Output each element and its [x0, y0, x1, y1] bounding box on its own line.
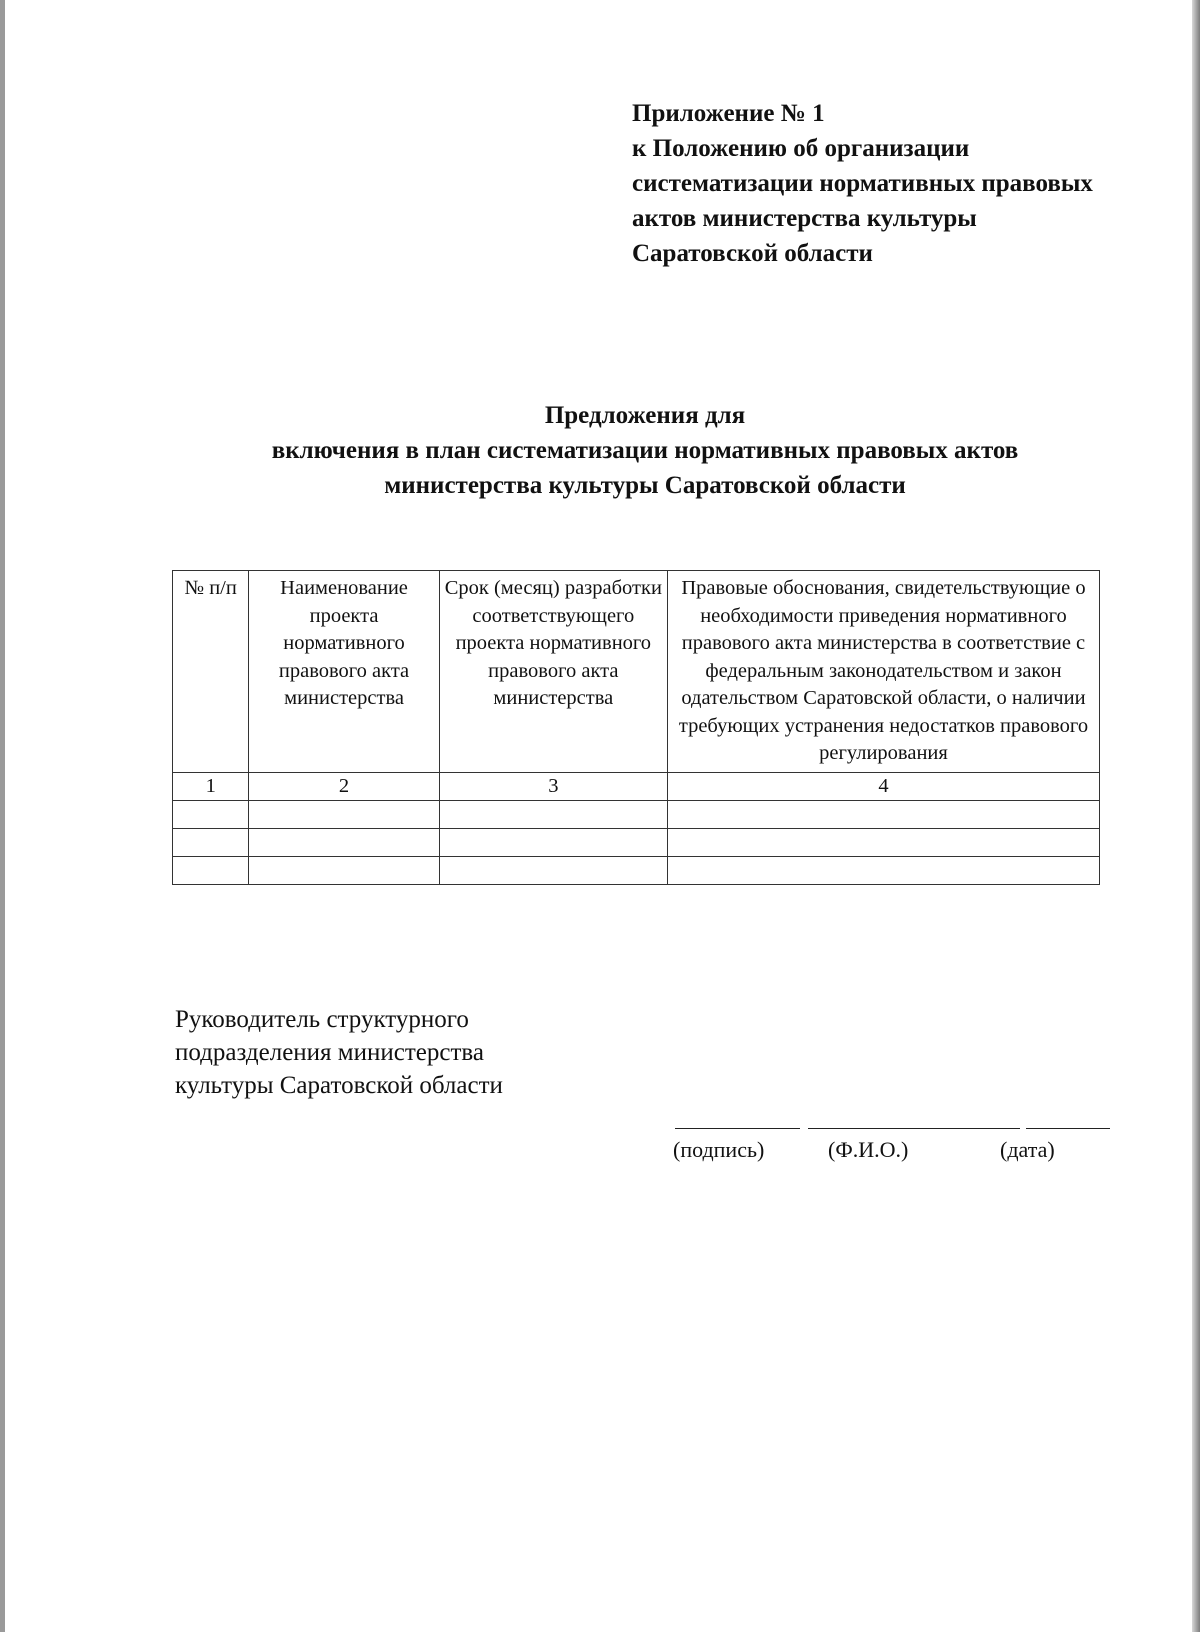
appendix-line: Саратовской области — [632, 240, 873, 267]
table-cell — [667, 857, 1099, 885]
document-title — [0, 398, 1200, 503]
header-cell-deadline: Срок (месяц) разработки соответствующего проекта нормативного правового акта министерства — [439, 571, 667, 773]
table-cell — [439, 829, 667, 857]
table-cell — [173, 801, 249, 829]
header-cell-number: № п/п — [173, 571, 249, 773]
table-row — [173, 801, 1100, 829]
table-cell — [439, 857, 667, 885]
column-number-cell: 2 — [249, 772, 439, 801]
column-number-cell: 3 — [439, 772, 667, 801]
date-label: (дата) — [1000, 1137, 1055, 1162]
table-row — [173, 829, 1100, 857]
title-line: включения в план систематизации нормативных правовых актов — [271, 437, 1019, 464]
name-line — [808, 1128, 1020, 1129]
signer-line: подразделения министерства — [175, 1039, 484, 1066]
scan-left-edge — [0, 0, 5, 1632]
signature-line — [675, 1128, 800, 1129]
scan-right-edge — [1192, 0, 1200, 1632]
column-number-cell: 1 — [173, 772, 249, 801]
header-cell-justification: Правовые обоснования, свидетельствующие о необходимости приведения нормативного правового акта министерства в соответствие с федеральным законодательством и закон одательством Саратовской области, о наличии требующих устранения недостатков правового регулирования — [667, 571, 1099, 773]
table-cell — [439, 801, 667, 829]
column-number-row — [173, 772, 1100, 801]
title-line: министерства культуры Саратовской области — [384, 472, 906, 499]
appendix-line: систематизации нормативных правовых — [632, 170, 1093, 197]
header-cell-name: Наименование проекта нормативного правового акта министерства — [249, 571, 439, 773]
signer-line: Руководитель структурного — [175, 1006, 469, 1033]
table-cell — [249, 857, 439, 885]
signature-label: (подпись) — [673, 1137, 765, 1162]
name-label: (Ф.И.О.) — [828, 1137, 909, 1162]
appendix-block — [632, 96, 1093, 271]
date-line — [1026, 1128, 1110, 1129]
appendix-line: актов министерства культуры — [632, 205, 977, 232]
table-header-row — [173, 571, 1100, 773]
table-cell — [173, 829, 249, 857]
table-cell — [249, 801, 439, 829]
signer-block — [175, 1003, 503, 1102]
table-cell — [667, 829, 1099, 857]
table-row — [173, 857, 1100, 885]
signer-line: культуры Саратовской области — [175, 1072, 503, 1099]
proposal-table — [172, 570, 1100, 885]
table-cell — [249, 829, 439, 857]
table-cell — [667, 801, 1099, 829]
column-number-cell: 4 — [667, 772, 1099, 801]
table-cell — [173, 857, 249, 885]
title-line: Предложения для — [544, 402, 746, 429]
appendix-line: к Положению об организации — [632, 135, 970, 162]
appendix-line: Приложение № 1 — [632, 100, 825, 127]
